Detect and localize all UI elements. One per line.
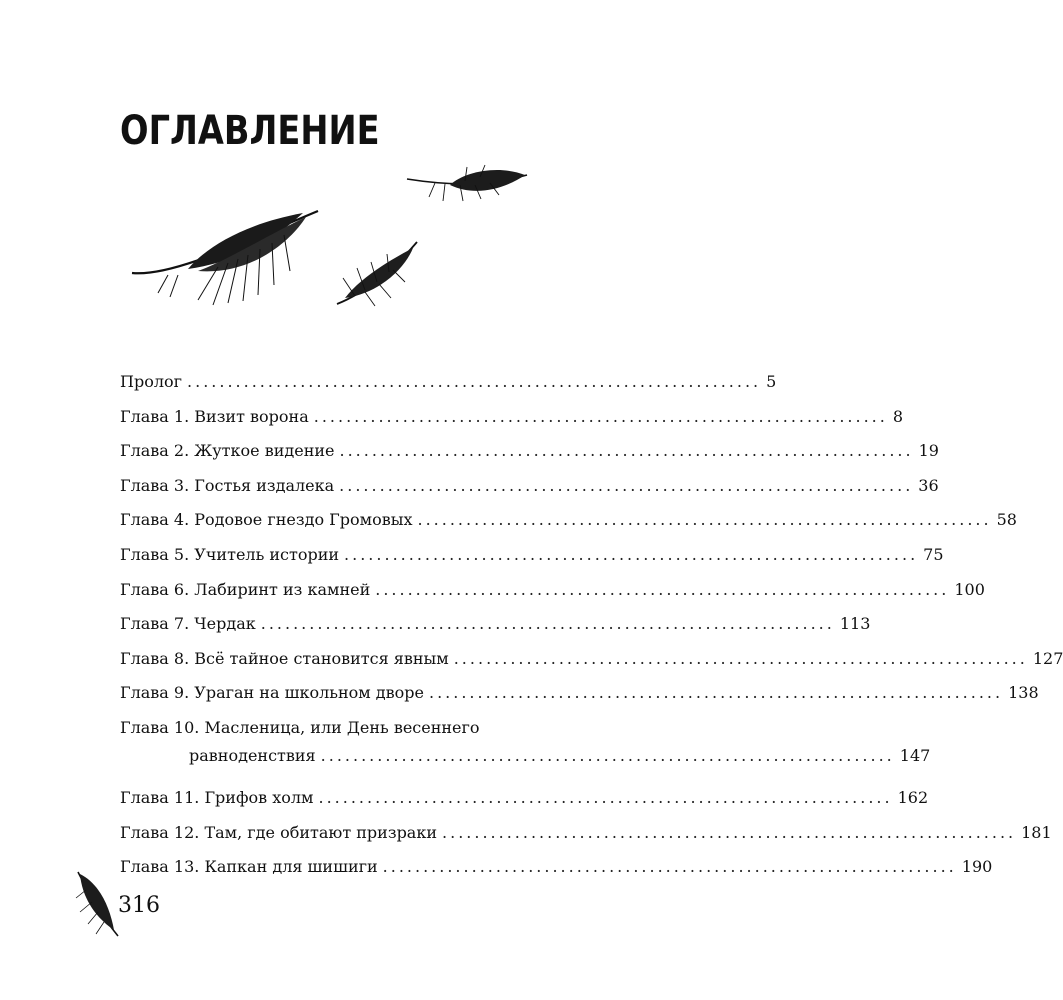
- toc-entry-title: Глава 2. Жуткое видение: [120, 441, 335, 461]
- toc-entry-page: 190: [961, 857, 993, 877]
- toc-entry-page: 58: [996, 510, 1017, 530]
- toc-entry-title: Пролог: [120, 372, 183, 391]
- toc-entry[interactable]: Глава 9. Ураган на школьном дворе ....................................................................... 138: [120, 681, 540, 716]
- toc-entry[interactable]: Глава 2. Жуткое видение ....................................................................... 19: [120, 439, 540, 474]
- toc-entry[interactable]: Глава 3. Гостья издалека ....................................................................... 36: [120, 474, 540, 509]
- toc-entry-title: Глава 11. Грифов холм: [120, 787, 314, 807]
- toc-entry-page: 5: [766, 372, 777, 391]
- toc-entry-title: Глава 7. Чердак: [120, 614, 256, 634]
- toc-entry-title: Глава 4. Родовое гнездо Громовых: [120, 510, 413, 530]
- toc-entry-page: 19: [918, 441, 939, 461]
- toc-entry[interactable]: Глава 1. Визит ворона ....................................................................... 8: [120, 405, 540, 440]
- toc-entry[interactable]: Глава 6. Лабиринт из камней ....................................................................... 100: [120, 578, 540, 613]
- toc-entry-page: 138: [1008, 683, 1039, 703]
- toc-entry-title-continued: равноденствия: [189, 745, 316, 765]
- toc-entry-page: 36: [918, 475, 939, 495]
- toc-entry-page: 8: [892, 406, 904, 426]
- toc-entry[interactable]: Глава 4. Родовое гнездо Громовых ....................................................................... 58: [120, 508, 540, 543]
- toc-entry-page: 127: [1032, 648, 1063, 668]
- toc-entry-page: 75: [923, 544, 944, 564]
- toc-entry-title: Глава 6. Лабиринт из камней: [120, 579, 371, 599]
- toc-entry-page: 181: [1021, 822, 1052, 842]
- toc-entry[interactable]: Глава 10. Масленица, или День весеннего равноденствия ....................................................................... 147: [120, 716, 540, 786]
- toc-entry-page: 113: [839, 614, 871, 634]
- toc-entry[interactable]: Глава 11. Грифов холм ....................................................................... 162: [120, 786, 540, 821]
- toc-entry[interactable]: Глава 5. Учитель истории ....................................................................... 75: [120, 543, 540, 578]
- toc-entry-title: Глава 10. Масленица, или День весеннего: [120, 717, 480, 737]
- toc-entry[interactable]: Глава 7. Чердак ....................................................................... 113: [120, 612, 540, 647]
- page-title: ОГЛАВЛЕНИЕ: [120, 108, 380, 154]
- toc-entry-title: Глава 8. Всё тайное становится явным: [120, 648, 449, 668]
- toc-entry-page: 162: [897, 787, 929, 807]
- feather-icon: [405, 163, 530, 205]
- toc-entry[interactable]: Глава 12. Там, где обитают призраки ....................................................................... 181: [120, 821, 540, 856]
- toc-entry-page: 147: [899, 745, 931, 765]
- toc-entry[interactable]: Пролог ....................................................................... 5: [120, 370, 540, 405]
- toc-entry-title: Глава 3. Гостья издалека: [120, 475, 335, 495]
- toc-entry[interactable]: Глава 8. Всё тайное становится явным ....................................................................... 127: [120, 647, 540, 682]
- toc-entry-title: Глава 12. Там, где обитают призраки: [120, 822, 438, 842]
- feather-icon: [128, 205, 323, 310]
- table-of-contents: [120, 370, 1063, 890]
- toc-entry-title: Глава 1. Визит ворона: [120, 406, 309, 426]
- toc-entry-page: 100: [954, 579, 985, 599]
- page-number: 316: [118, 893, 160, 918]
- feather-icon: [72, 868, 122, 940]
- toc-entry-title: Глава 13. Капкан для шишиги: [120, 857, 378, 877]
- toc-entry-title: Глава 5. Учитель истории: [120, 544, 340, 564]
- toc-entry[interactable]: Глава 13. Капкан для шишиги ....................................................................... 190: [120, 855, 540, 890]
- feather-icon: [335, 238, 425, 310]
- toc-entry-title: Глава 9. Ураган на школьном дворе: [120, 683, 424, 703]
